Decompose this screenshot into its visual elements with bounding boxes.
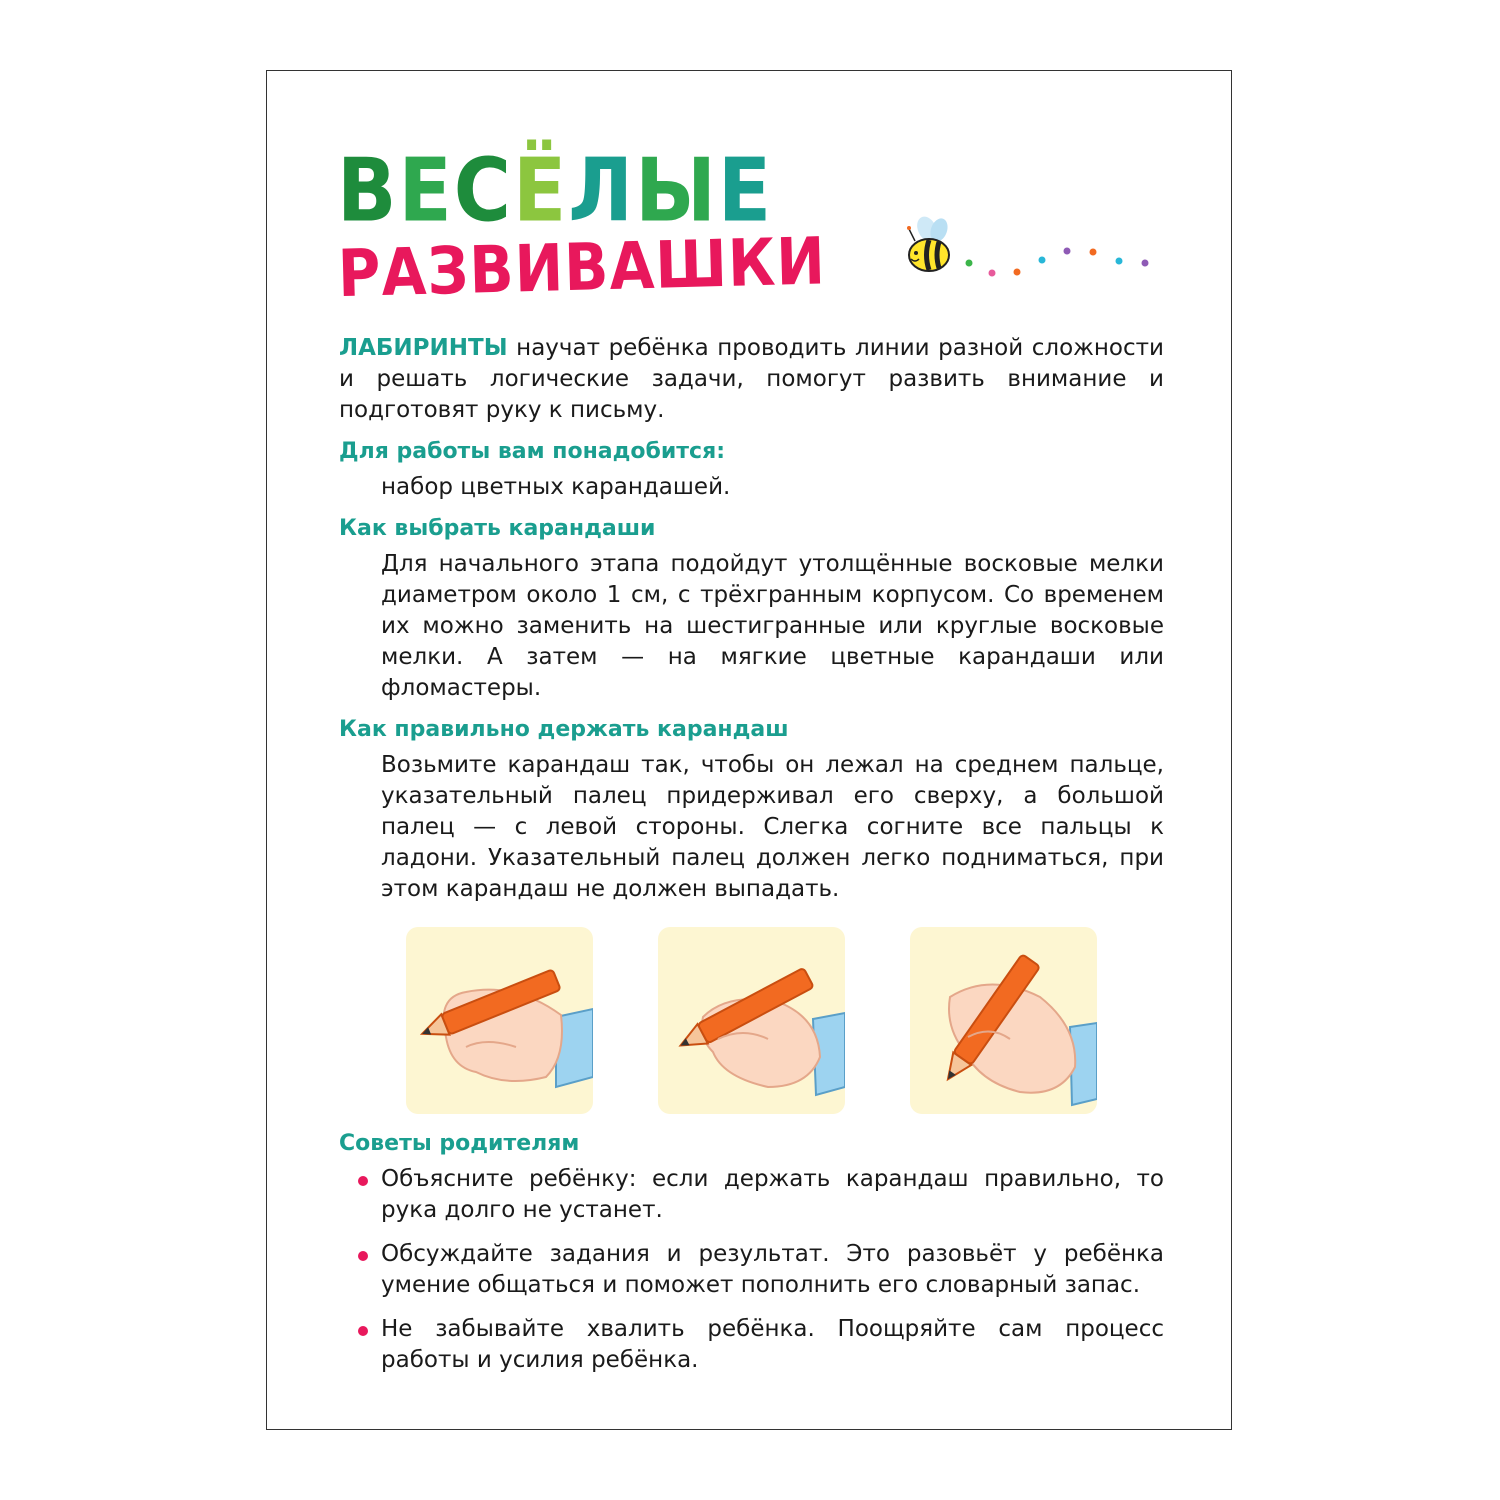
bullet-icon [358,1176,368,1186]
text-hold-pencil: Возьмите карандаш так, чтобы он лежал на среднем пальце, указательный палец придерживал его сверху, а большой палец — с левой стороны. Слегка согните все пальцы к ладони. Указательный палец должен легко подниматься, при этом карандаш не должен выпадать. [381,752,1164,902]
heading-tips: Советы родителям [339,1131,580,1156]
grip-picture-3 [910,927,1097,1114]
intro-lead: ЛАБИРИНТЫ [339,335,508,361]
intro-paragraph [339,333,1164,426]
bullet-icon [358,1326,368,1336]
tip-text: Не забывайте хвалить ребёнка. Поощряйте сам процесс работы и усилия ребёнка. [381,1316,1164,1373]
bullet-icon [358,1251,368,1261]
bee-icon [899,215,1149,285]
text-choose-pencils: Для начального этапа подойдут утолщённые восковые мелки диаметром около 1 см, с трёхгранным корпусом. Со временем их можно заменить на шестигранные или круглые восковые мелки. А затем — на мягкие цветные карандаши или фломастеры. [381,551,1164,701]
page [266,70,1232,1430]
hand-holding-pencil-icon [406,927,593,1114]
intro-text: научат ребёнка проводить линии разной сложности и решать логические задачи, помогут развить внимание и подготовят руку к письму. [339,335,1164,423]
tips-list [339,1164,1164,1376]
text-materials: набор цветных карандашей. [381,474,731,500]
heading-materials: Для работы вам понадобится: [339,439,726,464]
hand-holding-pencil-icon [910,927,1097,1114]
list-item [339,1239,1164,1301]
hand-holding-pencil-icon [658,927,845,1114]
grip-picture-2 [658,927,845,1114]
tip-text: Обсуждайте задания и результат. Это разовьёт у ребёнка умение общаться и поможет пополнить его словарный запас. [381,1241,1164,1298]
brand-line-2: РАЗВИВАШКИ [336,222,827,312]
pencil-grip-pictures [406,927,1164,1114]
grip-picture-1 [406,927,593,1114]
list-item [339,1314,1164,1376]
heading-hold-pencil: Как правильно держать карандаш [339,717,789,742]
content [339,333,1164,1389]
list-item [339,1164,1164,1226]
brand-logo [336,140,827,312]
heading-choose-pencils: Как выбрать карандаши [339,516,656,541]
tip-text: Объясните ребёнку: если держать карандаш правильно, то рука долго не устанет. [381,1166,1164,1223]
brand-line-1: ВЕСЁЛЫЕ [337,140,774,242]
